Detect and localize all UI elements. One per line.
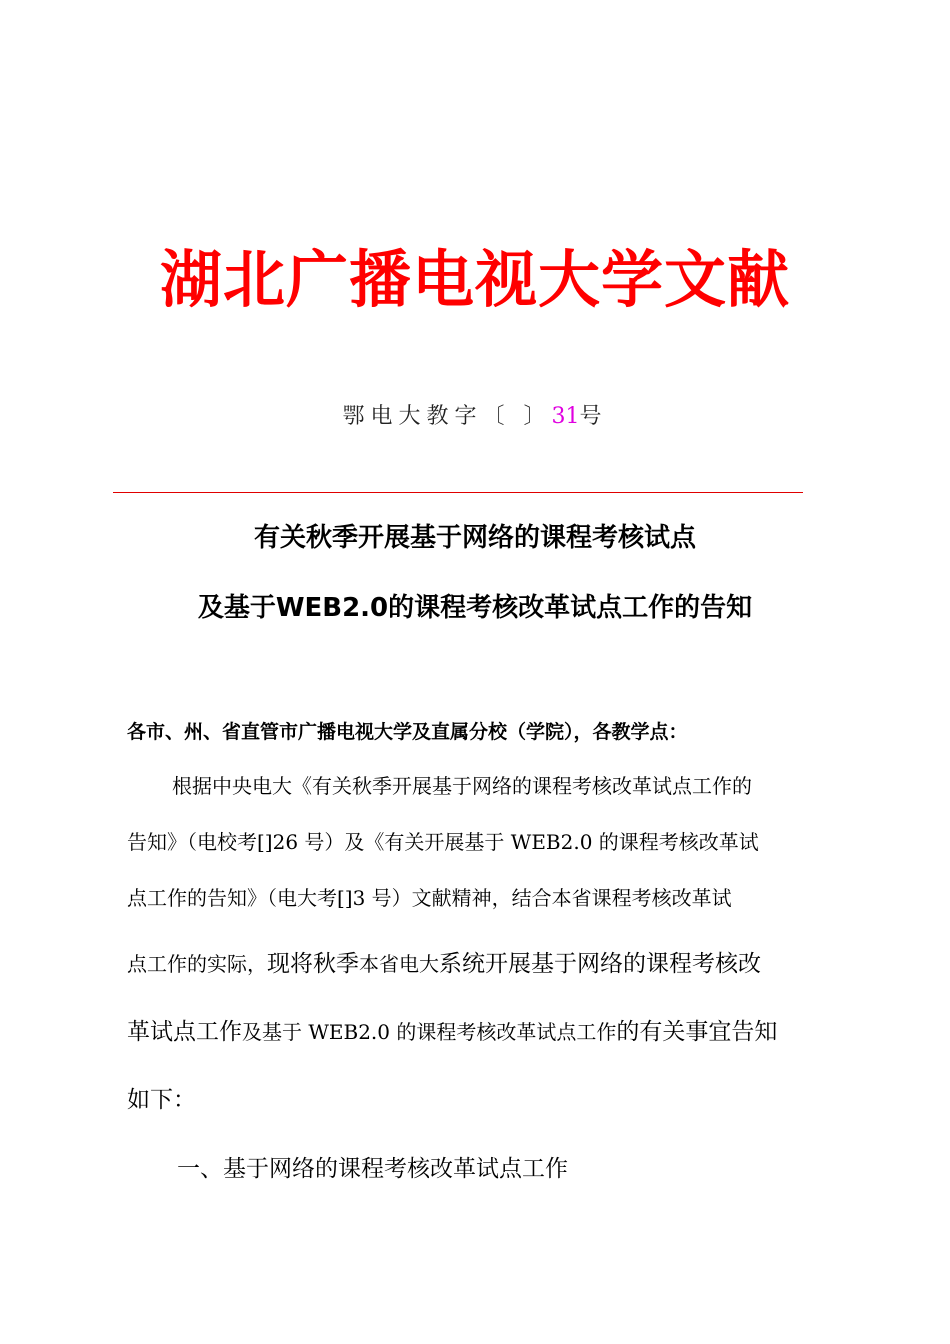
document-number <box>0 400 950 434</box>
body-line <box>127 1016 827 1048</box>
body-text-segment: 的有关事宜告知 <box>616 1019 778 1045</box>
document-number-prefix: 鄂电大教字〔 〕 <box>342 404 552 429</box>
header-divider <box>113 492 803 493</box>
section-heading: 一、基于网络的课程考核改革试点工作 <box>177 1156 568 1182</box>
salutation: 各市、州、省直管市广播电视大学及直属分校（学院），各教学点： <box>127 721 688 743</box>
body-line: 告知》（电校考[]26 号）及《有关开展基于 WEB2.0 的课程考核改革试 <box>127 830 759 854</box>
body-text-segment: 及基于 WEB2.0 的课程考核改革试点工作 <box>242 1020 617 1044</box>
body-text-segment: 现将秋季 <box>267 951 359 977</box>
body-text-segment: 点工作的实际， <box>127 952 267 976</box>
body-text-segment: 革试点工作 <box>127 1019 242 1045</box>
body-text-segment: 系统开展基于网络的课程考核改 <box>439 951 761 977</box>
notice-title-line-1: 有关秋季开展基于网络的课程考核试点 <box>253 523 696 553</box>
document-number-value: 31 <box>551 404 580 429</box>
body-line <box>127 948 827 980</box>
document-number-suffix: 号 <box>579 404 608 429</box>
body-line: 点工作的告知》（电大考[]3 号）文献精神，结合本省课程考核改革试 <box>127 886 732 910</box>
body-text-segment: 本省电大 <box>359 952 439 976</box>
document-header-title: 湖北广播电视大学文献 <box>159 243 790 316</box>
body-line: 根据中央电大《有关秋季开展基于网络的课程考核改革试点工作的 <box>172 774 752 798</box>
body-line: 如下： <box>127 1087 196 1113</box>
notice-title-line-2: 及基于WEB2.0的课程考核改革试点工作的告知 <box>197 593 753 623</box>
